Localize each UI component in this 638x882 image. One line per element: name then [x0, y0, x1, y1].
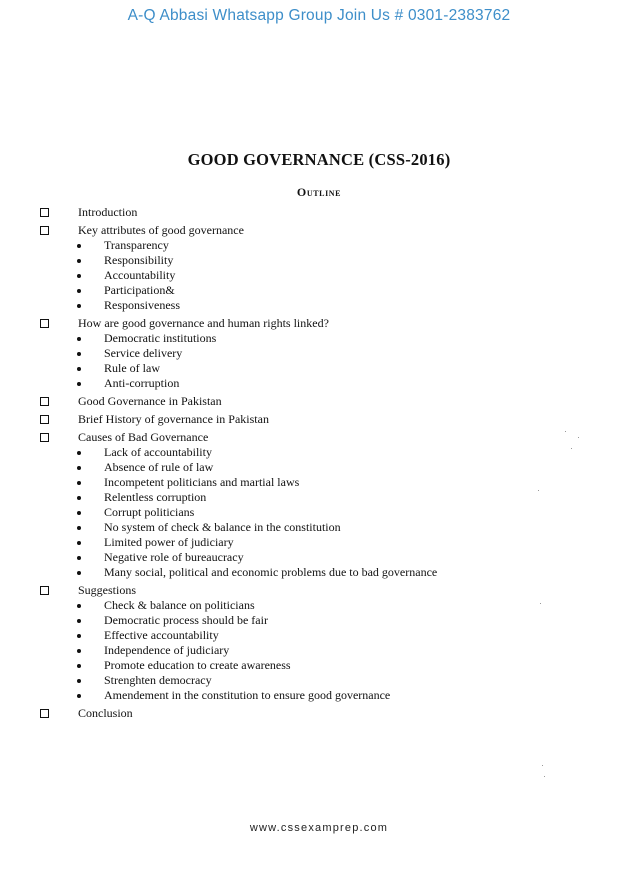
- outline-bullet: [0, 520, 638, 535]
- outline-bullet: [0, 268, 638, 283]
- outline-bullet: [0, 658, 638, 673]
- bullet-label: Accountability: [104, 268, 176, 282]
- outline-bullet: [0, 565, 638, 580]
- outline-bullet: [0, 361, 638, 376]
- outline-bullet: [0, 253, 638, 268]
- bullet-label: Service delivery: [104, 346, 183, 360]
- bullet-label: Amendement in the constitution to ensure good governance: [104, 688, 391, 702]
- outline-bullet: [0, 613, 638, 628]
- outline-section: [0, 223, 638, 238]
- bullet-icon: [77, 304, 81, 308]
- bullet-label: Incompetent politicians and martial laws: [104, 475, 300, 489]
- outline-bullet: [0, 376, 638, 391]
- bullet-label: Democratic process should be fair: [104, 613, 268, 627]
- outline-bullet: [0, 490, 638, 505]
- bullet-label: Anti-corruption: [104, 376, 180, 390]
- bullet-icon: [77, 571, 81, 575]
- bullet-icon: [77, 541, 81, 545]
- bullet-icon: [77, 244, 81, 248]
- outline-bullet: [0, 475, 638, 490]
- bullet-icon: [77, 634, 81, 638]
- scan-speck: [578, 437, 579, 438]
- bullet-icon: [77, 352, 81, 356]
- outline-bullet: [0, 550, 638, 565]
- footer-url: www.cssexamprep.com: [249, 822, 389, 834]
- watermark: A-Q Abbasi Whatsapp Group Join Us # 0301-2383762: [127, 7, 511, 24]
- bullet-icon: [77, 466, 81, 470]
- outline-section: [0, 316, 638, 331]
- bullet-icon: [77, 526, 81, 530]
- bullet-label: Relentless corruption: [104, 490, 207, 504]
- bullet-label: Participation&: [104, 283, 175, 297]
- bullet-label: Absence of rule of law: [104, 460, 214, 474]
- bullet-label: Corrupt politicians: [104, 505, 195, 519]
- section-label: Suggestions: [78, 583, 137, 597]
- checkbox-icon: [40, 208, 49, 217]
- outline-bullet: [0, 628, 638, 643]
- scan-speck: [565, 431, 566, 432]
- section-label: Conclusion: [78, 706, 133, 720]
- section-label: Brief History of governance in Pakistan: [78, 412, 269, 426]
- bullet-icon: [77, 694, 81, 698]
- bullet-icon: [77, 274, 81, 278]
- scan-speck: [540, 603, 541, 604]
- bullet-label: No system of check & balance in the constitution: [104, 520, 341, 534]
- checkbox-icon: [40, 226, 49, 235]
- scan-speck: [542, 765, 543, 766]
- bullet-label: Responsiveness: [104, 298, 180, 312]
- bullet-icon: [77, 451, 81, 455]
- outline-bullet: [0, 460, 638, 475]
- section-label: Introduction: [78, 205, 138, 219]
- bullet-label: Negative role of bureaucracy: [104, 550, 244, 564]
- checkbox-icon: [40, 586, 49, 595]
- bullet-label: Check & balance on politicians: [104, 598, 255, 612]
- outline-section: [0, 394, 638, 409]
- bullet-label: Strenghten democracy: [104, 673, 212, 687]
- bullet-icon: [77, 337, 81, 341]
- outline-list: [0, 205, 638, 721]
- scan-speck: [538, 490, 539, 491]
- bullet-icon: [77, 604, 81, 608]
- outline-bullet: [0, 283, 638, 298]
- bullet-icon: [77, 289, 81, 293]
- bullet-icon: [77, 679, 81, 683]
- outline-bullet: [0, 688, 638, 703]
- section-label: How are good governance and human rights linked?: [78, 316, 329, 330]
- outline-bullet: [0, 238, 638, 253]
- checkbox-icon: [40, 415, 49, 424]
- bullet-icon: [77, 556, 81, 560]
- bullet-icon: [77, 481, 81, 485]
- checkbox-icon: [40, 319, 49, 328]
- outline-heading: Outline: [296, 185, 342, 199]
- outline-bullet: [0, 346, 638, 361]
- outline-bullet: [0, 505, 638, 520]
- outline-bullet: [0, 445, 638, 460]
- section-label: Good Governance in Pakistan: [78, 394, 222, 408]
- outline-bullet: [0, 298, 638, 313]
- outline-section: [0, 706, 638, 721]
- bullet-label: Rule of law: [104, 361, 160, 375]
- outline-bullet: [0, 331, 638, 346]
- bullet-icon: [77, 511, 81, 515]
- outline-section: [0, 430, 638, 445]
- bullet-icon: [77, 367, 81, 371]
- scan-speck: [571, 448, 572, 449]
- bullet-icon: [77, 259, 81, 263]
- checkbox-icon: [40, 709, 49, 718]
- checkbox-icon: [40, 433, 49, 442]
- bullet-icon: [77, 382, 81, 386]
- section-label: Key attributes of good governance: [78, 223, 244, 237]
- section-label: Causes of Bad Governance: [78, 430, 209, 444]
- bullet-label: Responsibility: [104, 253, 174, 267]
- outline-section: [0, 412, 638, 427]
- bullet-label: Many social, political and economic problems due to bad governance: [104, 565, 438, 579]
- bullet-icon: [77, 496, 81, 500]
- bullet-label: Promote education to create awareness: [104, 658, 291, 672]
- bullet-icon: [77, 619, 81, 623]
- bullet-label: Independence of judiciary: [104, 643, 230, 657]
- bullet-label: Limited power of judiciary: [104, 535, 234, 549]
- bullet-label: Effective accountability: [104, 628, 219, 642]
- bullet-label: Democratic institutions: [104, 331, 217, 345]
- outline-bullet: [0, 598, 638, 613]
- outline-bullet: [0, 643, 638, 658]
- page-title: GOOD GOVERNANCE (CSS-2016): [187, 150, 451, 169]
- checkbox-icon: [40, 397, 49, 406]
- bullet-icon: [77, 664, 81, 668]
- scan-speck: [544, 776, 545, 777]
- bullet-label: Transparency: [104, 238, 169, 252]
- outline-section: [0, 205, 638, 220]
- outline-bullet: [0, 673, 638, 688]
- outline-section: [0, 583, 638, 598]
- outline-bullet: [0, 535, 638, 550]
- bullet-label: Lack of accountability: [104, 445, 212, 459]
- bullet-icon: [77, 649, 81, 653]
